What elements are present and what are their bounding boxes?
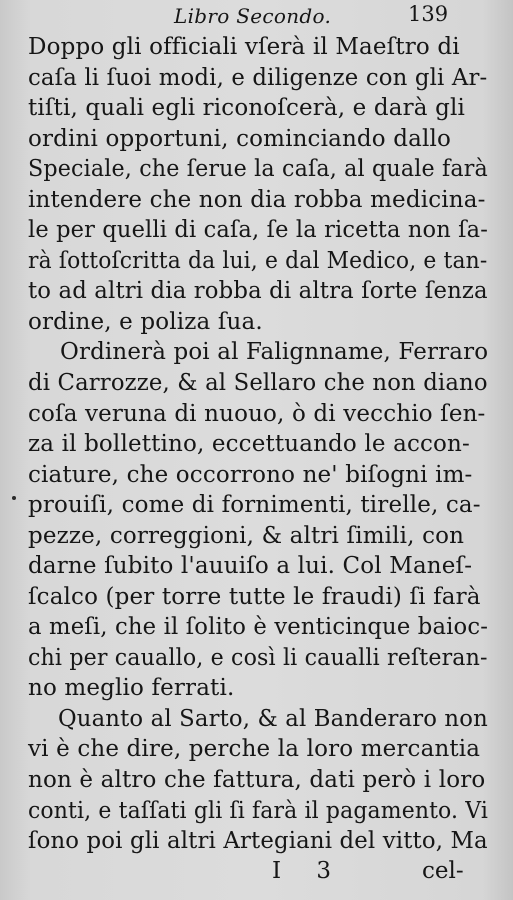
text-line: rà ſottoſcritta da lui, e dal Medico, e tan- — [28, 247, 488, 274]
text-line: tiſti, quali egli riconoſcerà, e darà gli — [28, 95, 465, 122]
text-line: chi per cauallo, e così li caualli reſteran- — [28, 644, 488, 671]
text-line: intendere che non dia robba medicina- — [28, 186, 486, 213]
text-line: ſcalco (per torre tutte le fraudi) ſi farà — [28, 583, 481, 610]
text-line: Doppo gli officiali vſerà il Maeſtro di — [28, 34, 460, 60]
signature-mark: I 3 — [272, 858, 346, 884]
text-line: a meſi, che il ſolito è venticinque baioc- — [28, 614, 489, 641]
text-line: to ad altri dia robba di altra ſorte ſenza — [28, 278, 488, 305]
text-line: le per quelli di caſa, ſe la ricetta non ſa- — [28, 217, 488, 244]
text-line: ſono poi gli altri Artegiani del vitto, Ma — [28, 828, 488, 854]
text-line: prouiſi, come di fornimenti, tirelle, ca- — [28, 492, 481, 519]
text-line: di Carrozze, & al Sellaro che non diano — [28, 369, 488, 396]
text-line: coſa veruna di nuouo, ò di vecchio ſen- — [28, 400, 486, 427]
text-line: caſa li ſuoi modi, e diligenze con gli Ar- — [28, 64, 488, 91]
ink-speck — [12, 496, 16, 500]
text-line: za il bollettino, eccettuando le accon- — [28, 431, 470, 457]
text-line: pezze, correggioni, & altri ſimili, con — [28, 522, 465, 549]
text-line: no meglio ferrati. — [28, 675, 235, 702]
text-line: Speciale, che ſerue la caſa, al quale farà — [28, 156, 488, 183]
text-line: ordini opportuni, cominciando dallo — [28, 125, 451, 152]
text-line: ordine, e poliza ſua. — [28, 308, 263, 335]
text-line: Ordinerà poi al Falignname, Ferraro — [60, 339, 489, 366]
text-line: ciature, che occorrono ne' biſogni im- — [28, 461, 473, 488]
page-header — [0, 2, 513, 30]
page-footer — [0, 858, 513, 892]
page-number: 139 — [408, 2, 449, 26]
running-title: Libro Secondo. — [174, 4, 332, 28]
text-line: vi è che dire, perche la loro mercantia — [28, 736, 481, 763]
text-line: conti, e taſſati gli ſi farà il pagamento. Vi — [28, 797, 489, 824]
catchword: cel- — [422, 858, 464, 884]
text-line: Quanto al Sarto, & al Banderaro non — [58, 705, 488, 732]
text-line: non è altro che fattura, dati però i loro — [28, 766, 486, 793]
text-line: darne ſubito l'auuiſo a lui. Col Maneſ- — [28, 553, 473, 580]
